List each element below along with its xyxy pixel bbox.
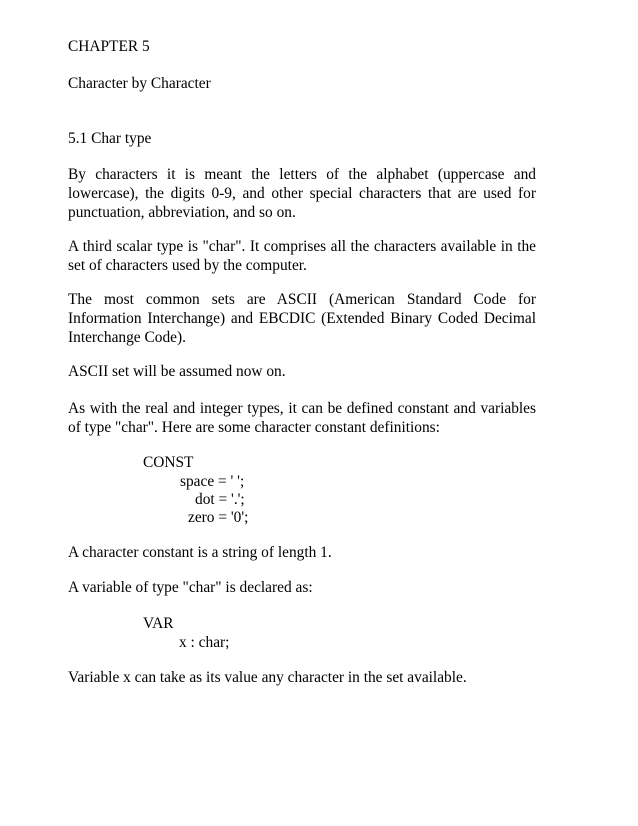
- code-line-x-char: x : char;: [179, 634, 230, 651]
- code-line-space: space = ' ';: [180, 473, 245, 490]
- paragraph-ascii-assumed: ASCII set will be assumed now on.: [68, 363, 286, 380]
- paragraph-line: of type "char". Here are some character constant definitions:: [68, 419, 440, 436]
- paragraph-line: As with the real and integer types, it can be defined constant and variables: [68, 400, 536, 417]
- paragraph-line: set of characters used by the computer.: [68, 257, 307, 274]
- paragraph-line: By characters it is meant the letters of the alphabet (uppercase and: [68, 166, 536, 183]
- paragraph-variable-value: Variable x can take as its value any character in the set available.: [68, 669, 467, 686]
- chapter-title: Character by Character: [68, 75, 211, 92]
- code-line-zero: zero = '0';: [188, 509, 249, 526]
- chapter-label: CHAPTER 5: [68, 38, 150, 55]
- paragraph-line: Interchange Code).: [68, 329, 186, 346]
- paragraph-constant-length: A character constant is a string of length 1.: [68, 544, 332, 561]
- paragraph-variable-declared: A variable of type "char" is declared as:: [68, 579, 313, 596]
- paragraph-line: The most common sets are ASCII (American Standard Code for: [68, 291, 536, 308]
- paragraph-line: punctuation, abbreviation, and so on.: [68, 204, 296, 221]
- code-keyword-var: VAR: [143, 615, 174, 632]
- section-heading: 5.1 Char type: [68, 130, 152, 147]
- code-line-dot: dot = '.';: [195, 491, 245, 508]
- paragraph-line: A third scalar type is "char". It comprises all the characters available in the: [68, 238, 536, 255]
- code-keyword-const: CONST: [143, 454, 194, 471]
- paragraph-line: lowercase), the digits 0-9, and other special characters that are used for: [68, 185, 536, 202]
- paragraph-line: Information Interchange) and EBCDIC (Extended Binary Coded Decimal: [68, 310, 536, 327]
